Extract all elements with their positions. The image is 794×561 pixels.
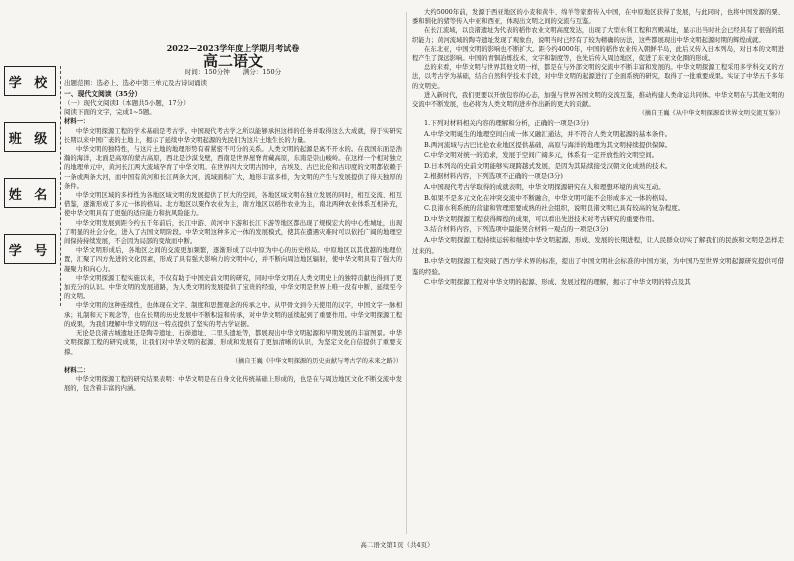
section-heading: 一、现代文阅读（35分） [64, 89, 142, 98]
passage-paragraph: 中华文明的独特性，与这片土地的地理形势有着紧密不可分的关系。人类文明的起源是离不开水的。在我国东面是浩瀚的海洋，北面是高寒的蒙古高原，西北是沙漠戈壁，西南是世界屋脊青藏高原，东南是崇山峻岭。在这样一个相对独立的地理单元中，黄河长江两大流域孕育了中华文明。在世界四大文明古国中，古埃及、古巴比伦和古印度的文明都依赖于一条或两条大河，而中国有黄河和长江两条大河，流域面积广大，地形丰富多样，为文明的产生与发展提供了得天独厚的条件。 [64, 146, 402, 190]
right-column [412, 8, 784, 288]
passage-paragraph: 无论是良渚古城遗址还是陶寺遗址、石峁遗址、二里头遗址等，都展现出中华文明起源和早期发展的丰富图景。中华文明探源工程的研究成果，让我们对中华文明的起源、形成和发展有了更加清晰的认识，为坚定文化自信提供了重要支撑。 [64, 330, 402, 356]
page-footer: 高二语文第1页（共4页） [360, 541, 434, 549]
source-citation: （摘自王巍《中华文明探源的历史贡献与考古学的未来之路》） [231, 357, 402, 365]
source-citation: （摘自王巍《从中华文明探源看世界文明交流互鉴》） [638, 110, 784, 118]
number-field[interactable] [4, 234, 56, 264]
option-2b: B.如果不是多元文化在冲突交流中不断融合，中华文明可能不会形成多元一体的格局。 [424, 193, 672, 202]
number-label: 学 号 [8, 243, 52, 259]
passage-paragraph: 在东北亚，中国文明的影响也不断扩大。距今约4000年，中国的稻作农业传入朝鲜半岛，此后又传入日本列岛，对日本的文明进程产生了深远影响。中国的青铜冶炼技术、文字和制度等，也先后传入周边地区，促进了东亚文化圈的形成。 [412, 45, 784, 63]
option-2d: D.中华文明探源工程获得辉煌的成果，可以看出先进技术对考古研究的重要作用。 [424, 214, 659, 223]
passage-paragraph: 在长江流域，以良渚遗址为代表的稻作农业文明高度发达，出现了大型水利工程和宫殿基址，显示出当时社会已经具有了很强的组织能力；黄河流域的陶寺遗址发现了观象台，说明当时已经有了较为精确的历法，这些都展现出中华文明起源时期的辉煌成就。 [412, 27, 784, 44]
left-column [64, 8, 402, 394]
subsection-heading: （一）现代文阅读Ⅰ（本题共5小题，17分） [64, 99, 190, 108]
name-field[interactable] [4, 178, 56, 208]
passage-paragraph: 进入新时代，我们更要以开放包容的心态，加强与世界各国文明的交流互鉴，推动构建人类命运共同体。中华文明在与其他文明的交流中不断发展，也必将为人类文明的进步作出新的更大的贡献。 [412, 91, 784, 109]
passage-paragraph: 总的来看，中华文明与世界其他文明一样，都是在与外部文明的交流中不断丰富和发展的。中华文明探源工程采用多学科交叉的方法，以考古学为基础，结合自然科学技术手段，对中华文明的起源进行了全面系统的研究，取得了一批重要成果。实证了中华五千多年的文明史。 [412, 64, 784, 90]
instruction: 阅读下面的文字，完成1~5题。 [64, 108, 156, 117]
material1-label: 材料一： [64, 118, 90, 126]
passage-paragraph: 中华文明区域的多样性为各地区域文明的发展提供了巨大的空间，各地区域文明在独立发展的同时，相互交流、相互借鉴，逐渐形成了多元一体的格局。北方地区以粟作农业为主，南方地区以稻作农业为主，南北两种农业体系互相补充，使中华文明具有了更强的适应能力和抗风险能力。 [64, 192, 402, 218]
class-field[interactable] [4, 122, 56, 152]
passage-paragraph: 中华文明发展到距今约五千年前后，长江中游、黄河中下游和长江下游等地区都出现了规模宏大的中心性城址，出现了明显的社会分化，进入了古国文明阶段。中华文明这种多元一体的发展模式，使其在遭遇灾难时可以依托广阔的地理空间保持持续发展，不会因为局部的变故而中断。 [64, 219, 402, 246]
student-info-strip [4, 66, 60, 290]
option-1d: D.日本列岛的史前文明能够实现跨越式发展，是因为其陆续接受汉朝文化成熟的技术。 [424, 161, 672, 170]
school-label: 学 校 [8, 75, 52, 91]
passage-paragraph: 中华文明探源工程的研究结果表明：中华文明是在自身文化传统基础上形成的，也是在与周边地区文化不断交流中发展的，包含着丰富的内涵。 [64, 376, 402, 393]
exam-scope: 出题范围：选必上、选必中第三单元及古诗词诵读 [64, 78, 207, 87]
option-3b: B.中华文明探源工程突破了西方学术界的标准，提出了中国文明社会标准的中国方案，为中国乃至世界文明起源研究提供可借鉴的经验。 [412, 257, 784, 276]
option-2c: C.良渚水利系统的营建和管理需要成熟的社会组织，说明良渚文明已具有较高的复杂程度。 [424, 204, 685, 213]
option-1c: C.中华文明对统一的追求，发展于空间广阔多元，体系有一定开放性的文明空间。 [424, 151, 659, 160]
name-label: 姓 名 [8, 187, 52, 203]
passage-paragraph: 中华文明的这种连续性，也体现在文字、制度和思想观念的传承之中。从甲骨文到今天使用的汉字，中国文字一脉相承；礼制和天下观念等，也在长期的历史发展中不断积淀和传承，对中华文明的延续起到了重要作用。中华文明探源工程的成果，为我们理解中华文明的这一特点提供了坚实的考古学证据。 [64, 302, 402, 328]
material2-label: 材料二： [64, 366, 90, 374]
option-1b: B.两河流域与古巴比伦农业地区提供基础，高原与海洋的地理为其文明持续提供保障。 [424, 140, 672, 149]
option-3c: C.中华文明探源工程对中华文明的起源、形成、发展过程的理解，揭示了中华文明的特点及其 [424, 278, 691, 287]
option-1a: A.中华文明诞生的地理空间自成一体又融汇通达，并不符合人类文明起源的基本条件。 [424, 130, 672, 139]
school-field[interactable] [4, 66, 56, 96]
binding-line [60, 66, 61, 306]
column-divider [406, 12, 407, 534]
passage-paragraph: 中华文明探源工程的学术基础是考古学。中国现代考古学之所以能够承担这样的任务并取得这么大成就，得于实研究长期以来中国广袤的土地上，揭示了延续中华文明起源的先民们为这片土地生长的力量。 [64, 127, 402, 144]
time-info: 时间：150分钟 满分：150分 [184, 68, 282, 77]
class-label: 班 级 [8, 131, 52, 147]
passage-paragraph: 中华文明形成后，各地区之间的交流更加频繁，逐渐形成了以中原为中心的历史格局。中原地区以其优越的地理位置，汇聚了四方先进的文化因素，形成了具有强大影响力的文明中心，并不断向周边地区辐射，使中华文明具有了强大的凝聚力和向心力。 [64, 247, 402, 273]
exam-title: 2022—2023学年度上学期月考试卷 [166, 43, 300, 53]
option-3a: A.中华文明探源工程持续运转和继续中华文明起源、形成、发展的长期进程，让人民群众切实了解我们的民族和文明是怎样走过来的。 [412, 235, 784, 255]
question-3: 3.结合材料内容，下列选项中最能契合材料一观点的一项是(3分) [424, 225, 609, 234]
question-1: 1.下列对材料相关内容的理解和分析，正确的一项是(3分) [424, 119, 589, 128]
passage-paragraph: 中华文明探源工程实施以来，不仅有助于中国史前文明的研究，同时中华文明在人类文明史上的独特贡献也得到了更加充分的认识。中华文明的发展道路，为人类文明的发展提供了宝贵的经验，中华文明是世界上唯一没有中断、延续至今的文明。 [64, 274, 402, 301]
question-2: 2.根据材料内容，下列选项不正确的一项是(3分) [424, 172, 563, 181]
option-2a: A.中国现代考古学取得的成就表明，中华文明探源研究在人和理想环境的真实互动。 [424, 183, 665, 191]
passage-paragraph: 大约5000年前，发源于西亚地区的小麦和黄牛、绵羊等家畜传入中国，在中原地区获得了发展，与此同时，也将中国发源的粟、黍和驯化的猪等传入中亚和西亚，体现出文明之间的交流与互鉴。 [412, 9, 784, 26]
subject-title: 高二语文 [202, 52, 263, 71]
